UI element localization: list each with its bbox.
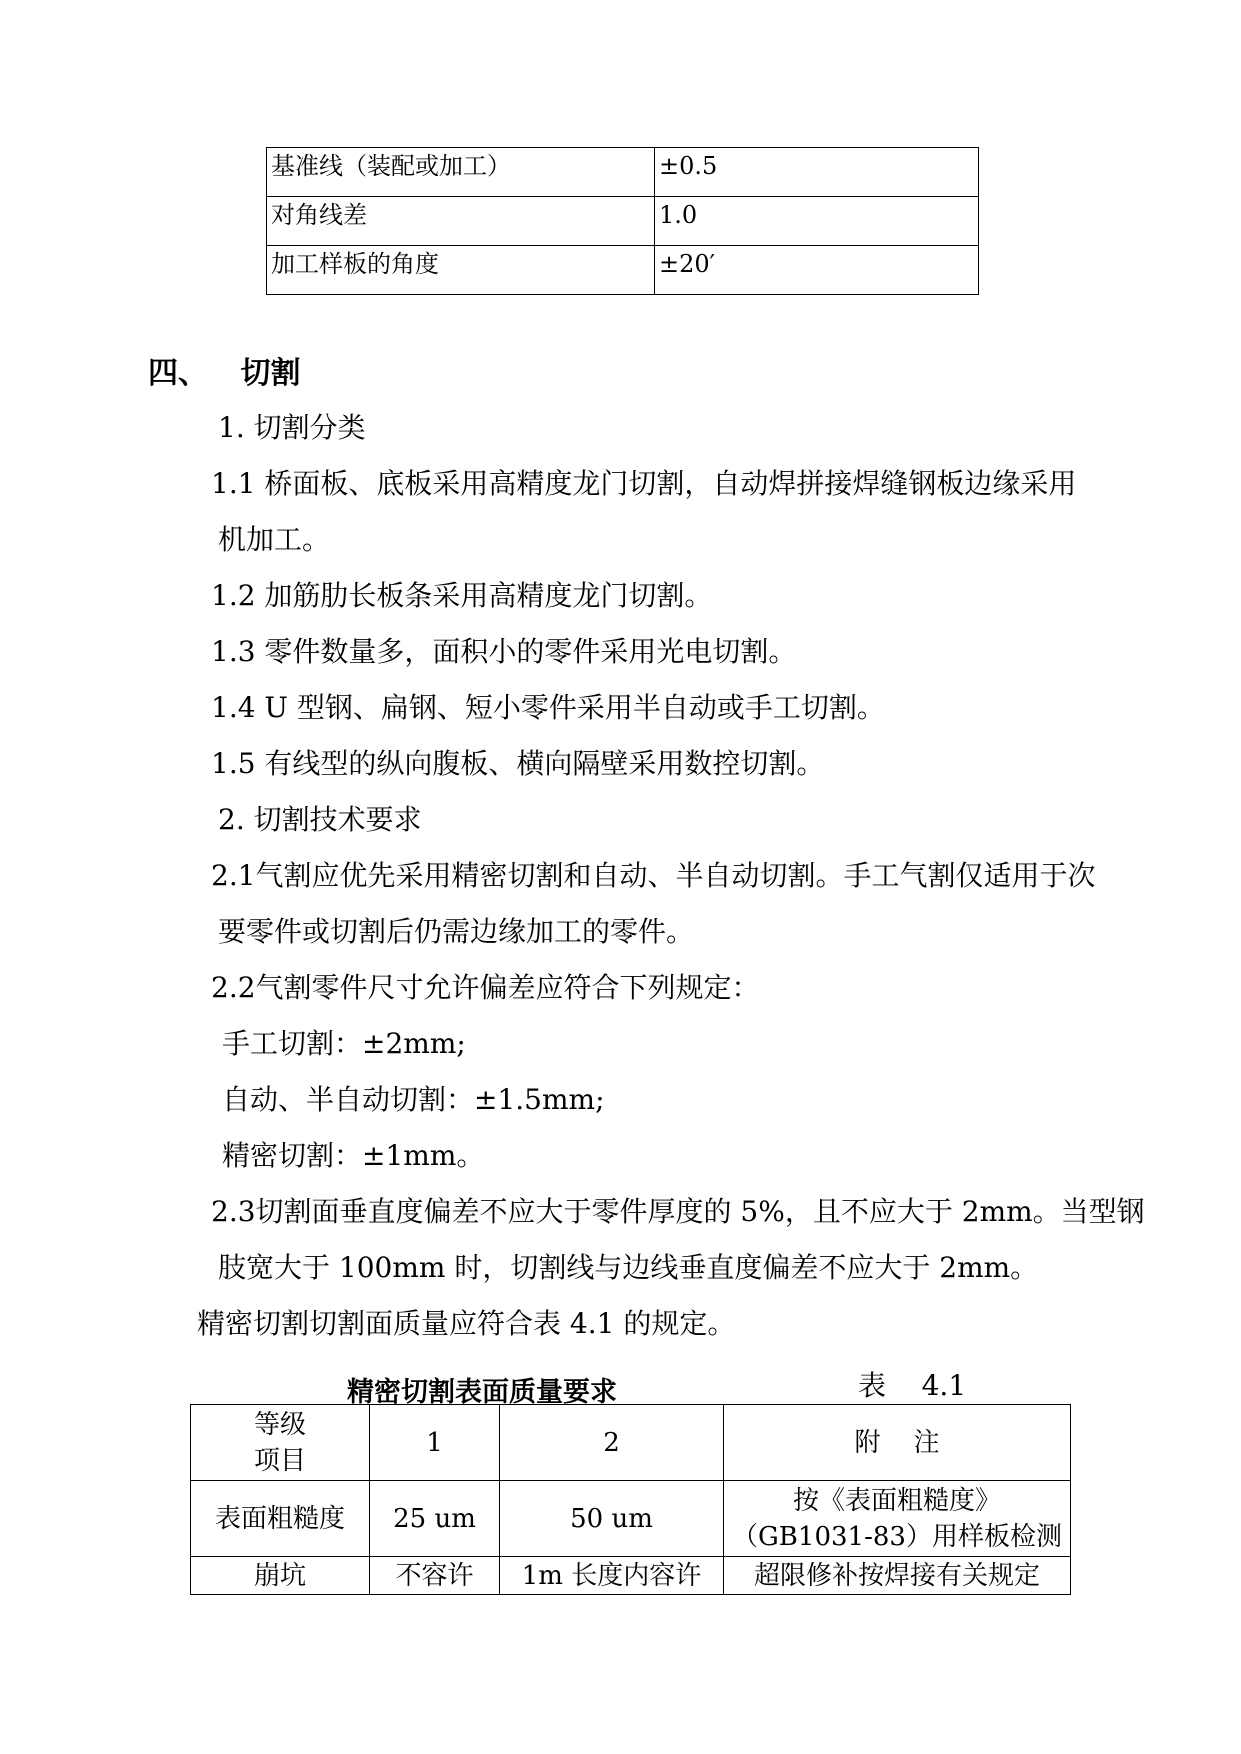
- paragraph: 1.1 桥面板、底板采用高精度龙门切割，自动焊拼接焊缝钢板边缘采用: [211, 467, 1077, 500]
- paragraph: 2.3切割面垂直度偏差不应大于零件厚度的 5%，且不应大于 2mm。当型钢: [211, 1195, 1145, 1228]
- table-row: [267, 148, 979, 197]
- table-label: 表 4.1: [858, 1369, 967, 1402]
- paragraph: 1.4 U 型钢、扁钢、短小零件采用半自动或手工切割。: [211, 691, 885, 724]
- table-header-cell: 附 注: [724, 1405, 1071, 1481]
- table-cell-item: 加工样板的角度: [267, 246, 655, 295]
- section-heading: [148, 348, 300, 392]
- table-cell-grade1: 25 um: [370, 1481, 500, 1557]
- tolerance-table: [266, 147, 979, 295]
- table-cell-grade2: 50 um: [500, 1481, 724, 1557]
- table-cell-value: ±0.5: [655, 148, 979, 197]
- paragraph: 1. 切割分类: [218, 411, 366, 444]
- table-title: 精密切割表面质量要求: [347, 1377, 617, 1408]
- header-grade: 等级: [253, 1409, 306, 1440]
- note-line: （GB1031-83）用样板检测: [732, 1521, 1062, 1552]
- quality-table: [190, 1404, 1071, 1595]
- paragraph: 精密切割切割面质量应符合表 4.1 的规定。: [197, 1307, 736, 1340]
- table-header-cell: [191, 1405, 370, 1481]
- paragraph: 自动、半自动切割：±1.5mm;: [222, 1083, 605, 1116]
- table-row: [267, 197, 979, 246]
- paragraph: 2.1气割应优先采用精密切割和自动、半自动切割。手工气割仅适用于次: [211, 859, 1096, 892]
- note-line: 按《表面粗糙度》: [792, 1485, 1001, 1516]
- table-row: [191, 1557, 1071, 1595]
- section-number: 四、: [148, 356, 208, 391]
- paragraph: 肢宽大于 100mm 时，切割线与边线垂直度偏差不应大于 2mm。: [218, 1251, 1039, 1284]
- table-row: [267, 246, 979, 295]
- table-header-cell: 2: [500, 1405, 724, 1481]
- table-cell-item: 对角线差: [267, 197, 655, 246]
- paragraph: 1.2 加筋肋长板条采用高精度龙门切割。: [211, 579, 713, 612]
- table-cell-grade2: 1m 长度内容许: [500, 1557, 724, 1595]
- paragraph: 机加工。: [218, 523, 331, 556]
- table-cell-value: 1.0: [655, 197, 979, 246]
- paragraph: 要零件或切割后仍需边缘加工的零件。: [218, 915, 695, 948]
- table-header-cell: 1: [370, 1405, 500, 1481]
- table-cell-value: ±20′: [655, 246, 979, 295]
- table-header-row: [191, 1405, 1071, 1481]
- paragraph: 精密切割：±1mm。: [222, 1139, 485, 1172]
- table-row: [191, 1481, 1071, 1557]
- paragraph: 手工切割：±2mm;: [222, 1027, 466, 1060]
- header-item: 项目: [253, 1445, 306, 1476]
- table-cell-grade1: 不容许: [370, 1557, 500, 1595]
- table-cell-note: 超限修补按焊接有关规定: [724, 1557, 1071, 1595]
- table-cell-item: 基准线（装配或加工）: [267, 148, 655, 197]
- section-title: 切割: [240, 356, 301, 391]
- table-cell-item: 崩坑: [191, 1557, 370, 1595]
- paragraph: 2.2气割零件尺寸允许偏差应符合下列规定：: [211, 971, 760, 1004]
- paragraph: 1.3 零件数量多，面积小的零件采用光电切割。: [211, 635, 797, 668]
- table-cell-note: [724, 1481, 1071, 1557]
- paragraph: 1.5 有线型的纵向腹板、横向隔壁采用数控切割。: [211, 747, 825, 780]
- paragraph: 2. 切割技术要求: [218, 803, 422, 836]
- table-cell-item: 表面粗糙度: [191, 1481, 370, 1557]
